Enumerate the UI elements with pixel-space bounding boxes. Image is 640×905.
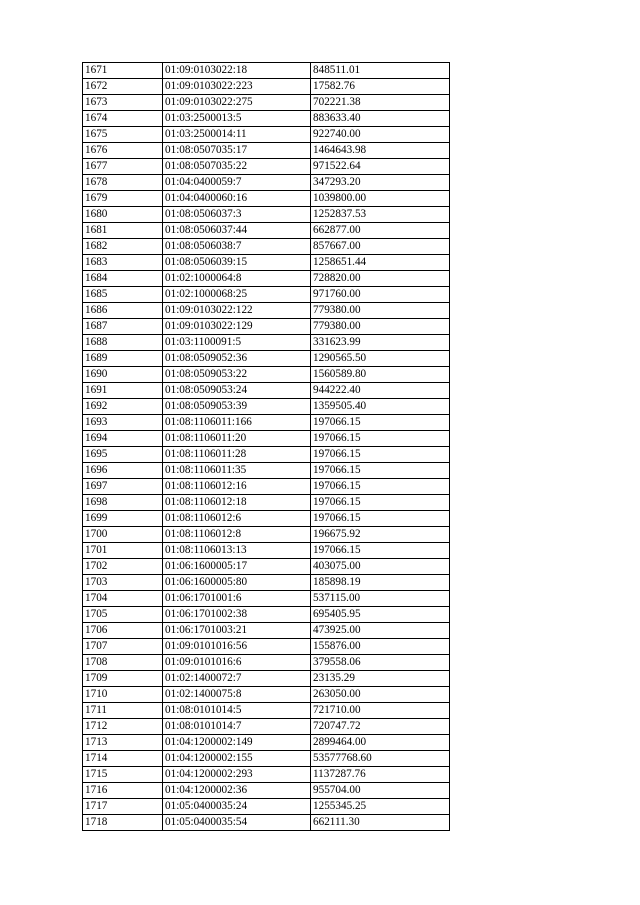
- row-number-cell: 1673: [83, 95, 163, 111]
- row-number-cell: 1716: [83, 783, 163, 799]
- value-cell: 1252837.53: [311, 207, 450, 223]
- value-cell: 1039800.00: [311, 191, 450, 207]
- cadastral-number-cell: 01:04:1200002:36: [163, 783, 311, 799]
- value-cell: 197066.15: [311, 463, 450, 479]
- cadastral-number-cell: 01:08:1106013:13: [163, 543, 311, 559]
- cadastral-number-cell: 01:09:0101016:56: [163, 639, 311, 655]
- cadastral-number-cell: 01:08:1106012:16: [163, 479, 311, 495]
- table-row: [83, 175, 450, 191]
- table-row: [83, 79, 450, 95]
- value-cell: 662111.30: [311, 815, 450, 831]
- cadastral-number-cell: 01:08:0509052:36: [163, 351, 311, 367]
- row-number-cell: 1709: [83, 671, 163, 687]
- value-cell: 53577768.60: [311, 751, 450, 767]
- row-number-cell: 1692: [83, 399, 163, 415]
- table-row: [83, 303, 450, 319]
- row-number-cell: 1710: [83, 687, 163, 703]
- row-number-cell: 1685: [83, 287, 163, 303]
- table-row: [83, 319, 450, 335]
- table-row: [83, 751, 450, 767]
- value-cell: 702221.38: [311, 95, 450, 111]
- table-row: [83, 575, 450, 591]
- table-row: [83, 383, 450, 399]
- row-number-cell: 1683: [83, 255, 163, 271]
- value-cell: 197066.15: [311, 543, 450, 559]
- table-row: [83, 223, 450, 239]
- row-number-cell: 1704: [83, 591, 163, 607]
- row-number-cell: 1708: [83, 655, 163, 671]
- cadastral-number-cell: 01:06:1701001:6: [163, 591, 311, 607]
- cadastral-number-cell: 01:02:1000068:25: [163, 287, 311, 303]
- value-cell: 955704.00: [311, 783, 450, 799]
- row-number-cell: 1715: [83, 767, 163, 783]
- value-cell: 185898.19: [311, 575, 450, 591]
- value-cell: 347293.20: [311, 175, 450, 191]
- table-row: [83, 399, 450, 415]
- table-row: [83, 287, 450, 303]
- row-number-cell: 1687: [83, 319, 163, 335]
- value-cell: 197066.15: [311, 447, 450, 463]
- table-row: [83, 719, 450, 735]
- table-row: [83, 255, 450, 271]
- value-cell: 196675.92: [311, 527, 450, 543]
- value-cell: 720747.72: [311, 719, 450, 735]
- table-row: [83, 703, 450, 719]
- cadastral-number-cell: 01:05:0400035:24: [163, 799, 311, 815]
- table-row: [83, 127, 450, 143]
- row-number-cell: 1714: [83, 751, 163, 767]
- cadastral-number-cell: 01:08:0509053:22: [163, 367, 311, 383]
- cadastral-number-cell: 01:03:2500014:11: [163, 127, 311, 143]
- row-number-cell: 1697: [83, 479, 163, 495]
- cadastral-number-cell: 01:09:0103022:275: [163, 95, 311, 111]
- value-cell: 662877.00: [311, 223, 450, 239]
- table-row: [83, 239, 450, 255]
- row-number-cell: 1712: [83, 719, 163, 735]
- table-row: [83, 735, 450, 751]
- table-row: [83, 543, 450, 559]
- table-row: [83, 527, 450, 543]
- row-number-cell: 1680: [83, 207, 163, 223]
- value-cell: 197066.15: [311, 415, 450, 431]
- row-number-cell: 1690: [83, 367, 163, 383]
- table-row: [83, 591, 450, 607]
- table-row: [83, 479, 450, 495]
- value-cell: 1359505.40: [311, 399, 450, 415]
- data-table-body: [83, 63, 450, 831]
- row-number-cell: 1702: [83, 559, 163, 575]
- cadastral-number-cell: 01:09:0103022:129: [163, 319, 311, 335]
- row-number-cell: 1689: [83, 351, 163, 367]
- table-row: [83, 335, 450, 351]
- row-number-cell: 1695: [83, 447, 163, 463]
- value-cell: 17582.76: [311, 79, 450, 95]
- value-cell: 537115.00: [311, 591, 450, 607]
- cadastral-number-cell: 01:04:0400059:7: [163, 175, 311, 191]
- value-cell: 473925.00: [311, 623, 450, 639]
- table-row: [83, 559, 450, 575]
- table-row: [83, 639, 450, 655]
- cadastral-number-cell: 01:08:0509053:24: [163, 383, 311, 399]
- row-number-cell: 1699: [83, 511, 163, 527]
- value-cell: 23135.29: [311, 671, 450, 687]
- cadastral-number-cell: 01:02:1000064:8: [163, 271, 311, 287]
- row-number-cell: 1706: [83, 623, 163, 639]
- cadastral-number-cell: 01:08:0507035:17: [163, 143, 311, 159]
- table-row: [83, 447, 450, 463]
- cadastral-number-cell: 01:08:0506038:7: [163, 239, 311, 255]
- table-row: [83, 95, 450, 111]
- row-number-cell: 1678: [83, 175, 163, 191]
- value-cell: 403075.00: [311, 559, 450, 575]
- table-row: [83, 431, 450, 447]
- row-number-cell: 1677: [83, 159, 163, 175]
- row-number-cell: 1701: [83, 543, 163, 559]
- cadastral-number-cell: 01:04:1200002:293: [163, 767, 311, 783]
- row-number-cell: 1698: [83, 495, 163, 511]
- row-number-cell: 1707: [83, 639, 163, 655]
- row-number-cell: 1694: [83, 431, 163, 447]
- value-cell: 971522.64: [311, 159, 450, 175]
- value-cell: 779380.00: [311, 303, 450, 319]
- cadastral-number-cell: 01:08:1106012:8: [163, 527, 311, 543]
- table-row: [83, 623, 450, 639]
- value-cell: 695405.95: [311, 607, 450, 623]
- cadastral-number-cell: 01:09:0103022:122: [163, 303, 311, 319]
- value-cell: 197066.15: [311, 431, 450, 447]
- cadastral-number-cell: 01:08:0509053:39: [163, 399, 311, 415]
- value-cell: 721710.00: [311, 703, 450, 719]
- table-row: [83, 63, 450, 79]
- value-cell: 263050.00: [311, 687, 450, 703]
- table-row: [83, 799, 450, 815]
- table-row: [83, 655, 450, 671]
- value-cell: 857667.00: [311, 239, 450, 255]
- value-cell: 1560589.80: [311, 367, 450, 383]
- cadastral-number-cell: 01:08:0506037:44: [163, 223, 311, 239]
- cadastral-number-cell: 01:08:1106012:18: [163, 495, 311, 511]
- row-number-cell: 1672: [83, 79, 163, 95]
- cadastral-number-cell: 01:08:0101014:5: [163, 703, 311, 719]
- cadastral-number-cell: 01:08:1106012:6: [163, 511, 311, 527]
- table-row: [83, 351, 450, 367]
- cadastral-number-cell: 01:08:0101014:7: [163, 719, 311, 735]
- cadastral-number-cell: 01:08:1106011:166: [163, 415, 311, 431]
- row-number-cell: 1691: [83, 383, 163, 399]
- value-cell: 922740.00: [311, 127, 450, 143]
- table-row: [83, 111, 450, 127]
- table-row: [83, 767, 450, 783]
- value-cell: 971760.00: [311, 287, 450, 303]
- cadastral-number-cell: 01:06:1600005:17: [163, 559, 311, 575]
- value-cell: 331623.99: [311, 335, 450, 351]
- table-row: [83, 143, 450, 159]
- row-number-cell: 1686: [83, 303, 163, 319]
- value-cell: 1290565.50: [311, 351, 450, 367]
- table-row: [83, 367, 450, 383]
- cadastral-number-cell: 01:03:1100091:5: [163, 335, 311, 351]
- row-number-cell: 1688: [83, 335, 163, 351]
- value-cell: 883633.40: [311, 111, 450, 127]
- row-number-cell: 1682: [83, 239, 163, 255]
- value-cell: 779380.00: [311, 319, 450, 335]
- row-number-cell: 1717: [83, 799, 163, 815]
- value-cell: 1137287.76: [311, 767, 450, 783]
- cadastral-number-cell: 01:09:0103022:18: [163, 63, 311, 79]
- cadastral-number-cell: 01:08:1106011:35: [163, 463, 311, 479]
- table-row: [83, 191, 450, 207]
- row-number-cell: 1679: [83, 191, 163, 207]
- cadastral-number-cell: 01:09:0103022:223: [163, 79, 311, 95]
- data-table: [82, 62, 450, 831]
- table-row: [83, 815, 450, 831]
- row-number-cell: 1700: [83, 527, 163, 543]
- table-row: [83, 159, 450, 175]
- cadastral-number-cell: 01:02:1400075:8: [163, 687, 311, 703]
- row-number-cell: 1718: [83, 815, 163, 831]
- table-row: [83, 495, 450, 511]
- value-cell: 728820.00: [311, 271, 450, 287]
- value-cell: 197066.15: [311, 495, 450, 511]
- cadastral-number-cell: 01:02:1400072:7: [163, 671, 311, 687]
- row-number-cell: 1681: [83, 223, 163, 239]
- row-number-cell: 1693: [83, 415, 163, 431]
- cadastral-number-cell: 01:05:0400035:54: [163, 815, 311, 831]
- cadastral-number-cell: 01:06:1600005:80: [163, 575, 311, 591]
- row-number-cell: 1713: [83, 735, 163, 751]
- value-cell: 379558.06: [311, 655, 450, 671]
- cadastral-number-cell: 01:09:0101016:6: [163, 655, 311, 671]
- value-cell: 944222.40: [311, 383, 450, 399]
- row-number-cell: 1675: [83, 127, 163, 143]
- row-number-cell: 1671: [83, 63, 163, 79]
- table-row: [83, 415, 450, 431]
- row-number-cell: 1674: [83, 111, 163, 127]
- table-row: [83, 783, 450, 799]
- cadastral-number-cell: 01:08:0507035:22: [163, 159, 311, 175]
- table-row: [83, 271, 450, 287]
- row-number-cell: 1711: [83, 703, 163, 719]
- cadastral-number-cell: 01:03:2500013:5: [163, 111, 311, 127]
- cadastral-number-cell: 01:06:1701002:38: [163, 607, 311, 623]
- table-row: [83, 687, 450, 703]
- cadastral-number-cell: 01:06:1701003:21: [163, 623, 311, 639]
- row-number-cell: 1696: [83, 463, 163, 479]
- cadastral-number-cell: 01:08:1106011:28: [163, 447, 311, 463]
- cadastral-number-cell: 01:08:1106011:20: [163, 431, 311, 447]
- table-row: [83, 607, 450, 623]
- table-row: [83, 207, 450, 223]
- value-cell: 155876.00: [311, 639, 450, 655]
- table-row: [83, 463, 450, 479]
- value-cell: 1258651.44: [311, 255, 450, 271]
- cadastral-number-cell: 01:04:0400060:16: [163, 191, 311, 207]
- cadastral-number-cell: 01:08:0506037:3: [163, 207, 311, 223]
- value-cell: 848511.01: [311, 63, 450, 79]
- row-number-cell: 1684: [83, 271, 163, 287]
- value-cell: 1464643.98: [311, 143, 450, 159]
- cadastral-number-cell: 01:04:1200002:155: [163, 751, 311, 767]
- value-cell: 1255345.25: [311, 799, 450, 815]
- row-number-cell: 1676: [83, 143, 163, 159]
- row-number-cell: 1703: [83, 575, 163, 591]
- row-number-cell: 1705: [83, 607, 163, 623]
- value-cell: 2899464.00: [311, 735, 450, 751]
- value-cell: 197066.15: [311, 511, 450, 527]
- table-row: [83, 511, 450, 527]
- cadastral-number-cell: 01:04:1200002:149: [163, 735, 311, 751]
- cadastral-number-cell: 01:08:0506039:15: [163, 255, 311, 271]
- table-row: [83, 671, 450, 687]
- value-cell: 197066.15: [311, 479, 450, 495]
